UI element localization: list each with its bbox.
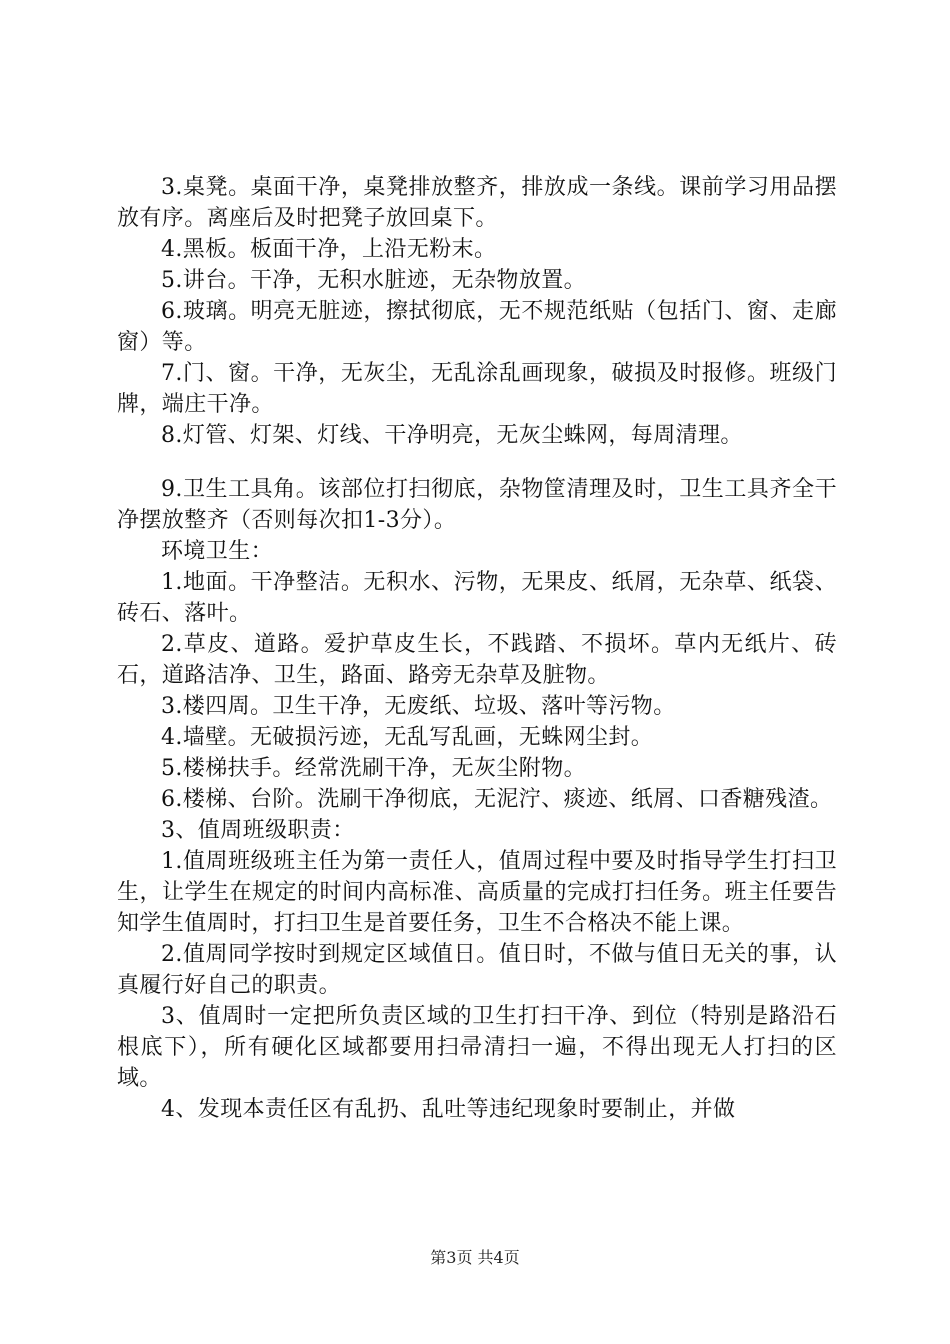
paragraph-tool-corner: 9.卫生工具角。该部位打扫彻底，杂物筐清理及时，卫生工具齐全干净摆放整齐（否则每次扣1-3分）。: [117, 477, 837, 533]
section-heading-duty-class: 3、值周班级职责：: [161, 818, 355, 843]
paragraph-handrails: 5.楼梯扶手。经常洗刷干净，无灰尘附物。: [161, 756, 586, 781]
document-body: [117, 172, 837, 1125]
paragraph-doors-windows: 7.门、窗。干净，无灰尘，无乱涂乱画现象，破损及时报修。班级门牌，端庄干净。: [117, 361, 837, 417]
paragraph-ground: 1.地面。干净整洁。无积水、污物，无果皮、纸屑，无杂草、纸袋、砖石、落叶。: [117, 570, 837, 626]
paragraph-walls: 4.墙壁。无破损污迹，无乱写乱画，无蛛网尘封。: [161, 725, 654, 750]
paragraph-head-teacher: 1.值周班级班主任为第一责任人，值周过程中要及时指导学生打扫卫生，让学生在规定的时间内高标准、高质量的完成打扫任务。班主任要告知学生值周时，打扫卫生是首要任务，卫生不合格决不能上课。: [117, 849, 837, 936]
paragraph-grass-roads: 2.草皮、道路。爱护草皮生长，不践踏、不损坏。草内无纸片、砖石，道路洁净、卫生，路面、路旁无杂草及脏物。: [117, 632, 837, 688]
paragraph-violations: 4、发现本责任区有乱扔、乱吐等违纪现象时要制止，并做: [161, 1097, 736, 1122]
paragraph-cleaning-areas: 3、值周时一定把所负责区域的卫生打扫干净、到位（特别是路沿石根底下），所有硬化区域都要用扫帚清扫一遍，不得出现无人打扫的区域。: [117, 1004, 837, 1091]
paragraph-building-surroundings: 3.楼四周。卫生干净，无废纸、垃圾、落叶等污物。: [161, 694, 676, 719]
page-number-footer: 第3页 共4页: [430, 1248, 520, 1267]
paragraph-stairs: 6.楼梯、台阶。洗刷干净彻底，无泥泞、痰迹、纸屑、口香糖残渣。: [161, 787, 833, 812]
paragraph-duty-students: 2.值周同学按时到规定区域值日。值日时，不做与值日无关的事，认真履行好自己的职责。: [117, 942, 837, 998]
section-heading-environment: 环境卫生：: [161, 539, 274, 564]
paragraph-blackboard: 4.黑板。板面干净，上沿无粉末。: [161, 237, 497, 262]
paragraph-podium: 5.讲台。干净，无积水脏迹，无杂物放置。: [161, 268, 586, 293]
paragraph-glass: 6.玻璃。明亮无脏迹，擦拭彻底，无不规范纸贴（包括门、窗、走廊窗）等。: [117, 299, 837, 355]
paragraph-desks: 3.桌凳。桌面干净，桌凳排放整齐，排放成一条线。课前学习用品摆放有序。离座后及时把凳子放回桌下。: [117, 175, 837, 231]
paragraph-lights: 8.灯管、灯架、灯线、干净明亮，无灰尘蛛网，每周清理。: [161, 423, 743, 448]
